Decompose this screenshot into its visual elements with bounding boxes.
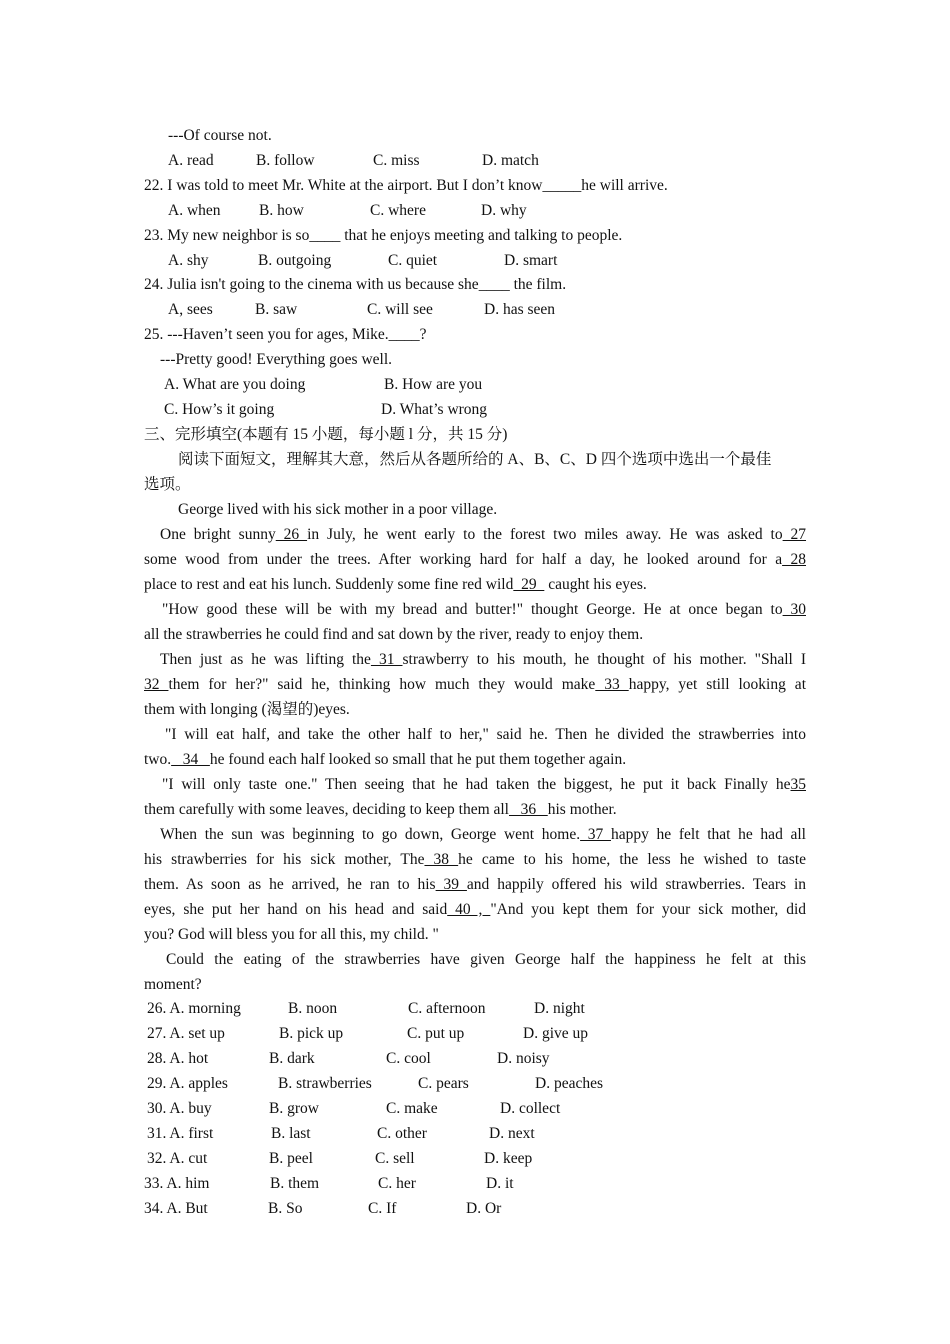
q27-option-c: C. put up (407, 1025, 465, 1042)
q31-option-d: D. next (489, 1125, 535, 1142)
q25-stem: 25. ---Haven’t seen you for ages, Mike.____? (144, 326, 427, 343)
q29-option-d: D. peaches (535, 1075, 603, 1092)
passage-line: 32 them for her?" said he, thinking how much they would make 33 happy, yet still looking at (144, 676, 806, 693)
q21-answer: ---Of course not. (168, 127, 272, 144)
section3-heading: 三、完形填空(本题有 15 小题，每小题 l 分，共 15 分) (144, 426, 508, 443)
q25-option-c: C. How’s it going (164, 401, 275, 418)
passage-line: Then just as he was lifting the 31 strawberry to his mouth, he thought of his mother. "Shall I (160, 651, 807, 668)
q29-option-c: C. pears (418, 1075, 469, 1092)
blank-36: 36 (509, 801, 548, 818)
passage-line: some wood from under the trees. After working hard for half a day, he looked around for a 28 (144, 551, 807, 568)
q27-option-a: 27. A. set up (147, 1025, 225, 1042)
q26-option-c: C. afternoon (408, 1000, 486, 1017)
q27-option-b: B. pick up (279, 1025, 344, 1042)
section3-instruction: 阅读下面短文，理解其大意，然后从各题所给的 A、B、C、D 四个选项中选出一个最佳 (178, 451, 772, 468)
q22-option-c: C. where (370, 202, 426, 219)
q34-option-c: C. If (368, 1200, 397, 1217)
q22-stem: 22. I was told to meet Mr. White at the airport. But I don’t know_____he will arrive. (144, 177, 668, 194)
q21-option-a: A. read (168, 152, 214, 169)
passage-line: them carefully with some leaves, deciding to keep them all 36 his mother. (144, 801, 617, 818)
q34-option-d: D. Or (466, 1200, 502, 1217)
q31-option-a: 31. A. first (147, 1125, 214, 1142)
q24-option-d: D. has seen (484, 301, 556, 318)
q22-option-d: D. why (481, 202, 527, 219)
q23-option-d: D. smart (504, 252, 558, 269)
passage-line: all the strawberries he could find and sat down by the river, ready to enjoy them. (144, 626, 644, 643)
q29-option-b: B. strawberries (278, 1075, 372, 1092)
q33-option-a: 33. A. him (144, 1175, 210, 1192)
blank-40: 40 , (447, 901, 491, 918)
q28-option-d: D. noisy (497, 1050, 550, 1067)
q21-option-d: D. match (482, 152, 539, 169)
q28-option-b: B. dark (269, 1050, 315, 1067)
section3-instruction-cont: 选项。 (144, 476, 191, 493)
passage-line: When the sun was beginning to go down, George went home. 37 happy he felt that he had all (160, 826, 806, 843)
q34-option-a: 34. A. But (144, 1200, 208, 1217)
q25-option-a: A. What are you doing (164, 376, 306, 393)
passage-line: moment? (144, 976, 202, 993)
passage-line: "I will only taste one." Then seeing that he had taken the biggest, he put it back Finally he35 (162, 776, 806, 793)
blank-31: 31 (370, 651, 403, 668)
q31-option-b: B. last (271, 1125, 311, 1142)
blank-38: 38 (424, 851, 459, 868)
q33-option-b: B. them (270, 1175, 320, 1192)
q21-option-c: C. miss (373, 152, 420, 169)
blank-26: 26 (275, 526, 308, 543)
q29-option-a: 29. A. apples (147, 1075, 228, 1092)
q30-option-d: D. collect (500, 1100, 561, 1117)
passage-line: two. 34 he found each half looked so small that he put them together again. (144, 751, 627, 768)
blank-27: 27 (782, 526, 807, 543)
q24-option-a: A, sees (168, 301, 213, 318)
q26-option-b: B. noon (288, 1000, 338, 1017)
blank-34: 34 (171, 751, 210, 768)
passage-line: them. As soon as he arrived, he ran to his 39 and happily offered his wild strawberries. Tears in (144, 876, 807, 893)
q30-option-c: C. make (386, 1100, 438, 1117)
q24-option-c: C. will see (367, 301, 433, 318)
q32-option-c: C. sell (375, 1150, 415, 1167)
q31-option-c: C. other (377, 1125, 427, 1142)
q33-option-c: C. her (378, 1175, 416, 1192)
blank-35: 35 (790, 776, 806, 793)
q24-option-b: B. saw (255, 301, 298, 318)
passage-line: them with longing (渴望的)eyes. (144, 701, 350, 718)
q26-option-a: 26. A. morning (147, 1000, 241, 1017)
q32-option-d: D. keep (484, 1150, 533, 1167)
q23-option-b: B. outgoing (258, 252, 332, 269)
q26-option-d: D. night (534, 1000, 585, 1017)
q23-option-c: C. quiet (388, 252, 438, 269)
passage-line: "I will eat half, and take the other half to her," said he. Then he divided the strawberries into (165, 726, 806, 743)
q25-option-b: B. How are you (384, 376, 483, 393)
q30-option-b: B. grow (269, 1100, 319, 1117)
q32-option-a: 32. A. cut (147, 1150, 208, 1167)
q28-option-c: C. cool (386, 1050, 431, 1067)
passage-line: One bright sunny 26 in July, he went early to the forest two miles away. He was asked to 27 (160, 526, 807, 543)
q27-option-d: D. give up (523, 1025, 589, 1042)
blank-32: 32 (144, 676, 169, 693)
q22-option-a: A. when (168, 202, 221, 219)
blank-37: 37 (580, 826, 611, 843)
blank-30: 30 (782, 601, 806, 618)
q23-option-a: A. shy (168, 252, 209, 269)
passage-line: his strawberries for his sick mother, The 38 he came to his home, the less he wished to taste (144, 851, 807, 868)
q32-option-b: B. peel (269, 1150, 313, 1167)
q24-stem: 24. Julia isn't going to the cinema with us because she____ the film. (144, 276, 567, 293)
q21-option-b: B. follow (256, 152, 315, 169)
q25-option-d: D. What’s wrong (381, 401, 488, 418)
q23-stem: 23. My new neighbor is so____ that he enjoys meeting and talking to people. (144, 227, 623, 244)
passage-line: you? God will bless you for all this, my child. " (144, 926, 439, 943)
passage-line: place to rest and eat his lunch. Suddenly some fine red wild 29 caught his eyes. (144, 576, 647, 593)
passage-p0: George lived with his sick mother in a poor village. (178, 501, 498, 518)
passage-line: eyes, she put her hand on his head and said 40 , "And you kept them for your sick mother, did (144, 901, 807, 918)
passage-line: Could the eating of the strawberries have given George half the happiness he felt at this (166, 951, 806, 968)
q28-option-a: 28. A. hot (147, 1050, 209, 1067)
q30-option-a: 30. A. buy (147, 1100, 212, 1117)
passage-line: "How good these will be with my bread and butter!" thought George. He at once began to 30 (162, 601, 806, 618)
q34-option-b: B. So (268, 1200, 303, 1217)
blank-28: 28 (782, 551, 807, 568)
blank-29: 29 (513, 576, 545, 593)
q33-option-d: D. it (486, 1175, 514, 1192)
q25-reply: ---Pretty good! Everything goes well. (160, 351, 393, 368)
blank-39: 39 (435, 876, 467, 893)
q22-option-b: B. how (259, 202, 304, 219)
blank-33: 33 (595, 676, 629, 693)
